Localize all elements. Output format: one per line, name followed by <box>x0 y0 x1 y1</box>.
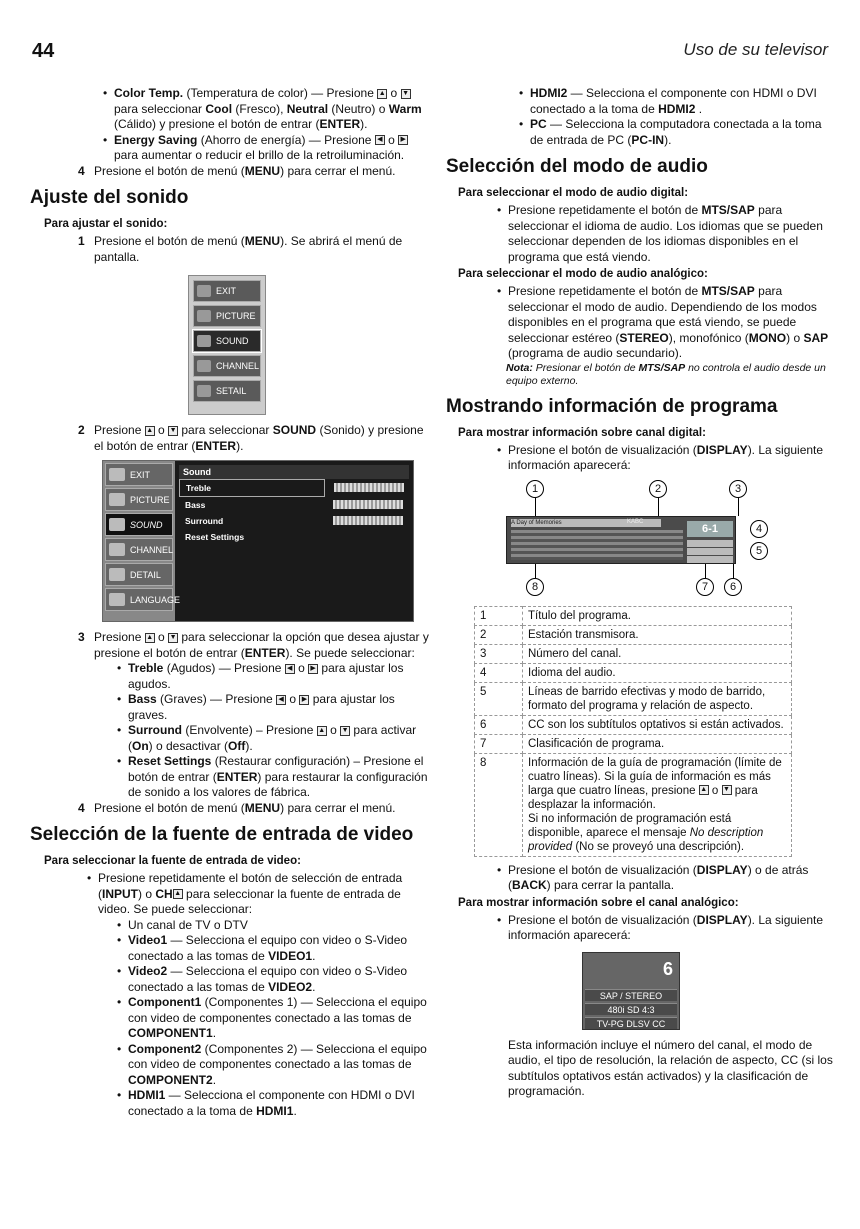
down-arrow-icon: ▼ <box>169 633 177 641</box>
list-item: • Presione repetidamente el botón de selección de entrada (INPUT) o CH ▲ para seleccionar la fuente de entrada de video. Se puede seleccionar: <box>84 871 430 918</box>
exit-icon <box>197 285 211 297</box>
list-item: • Video2 — Selecciona el equipo con video o S-Video conectado a las tomas de VIDEO2. <box>114 964 430 995</box>
heading-sound: Ajuste del sonido <box>30 187 189 208</box>
callout-7: 7 <box>696 578 714 596</box>
step-2: 2 Presione ▲ o ▼ para seleccionar SOUND (Sonido) y presione el botón de entrar (ENTER). <box>78 423 424 453</box>
menu-item-channel: CHANNEL <box>193 355 261 377</box>
callout-line <box>733 564 734 578</box>
resolution-field <box>687 548 733 555</box>
digital-info-list <box>494 443 836 474</box>
channel-number: 6 <box>662 958 673 979</box>
sound-row-bass: Bass <box>179 497 409 513</box>
step-4: 4 Presione el botón de menú (MENU) para cerrar el menú. <box>78 163 396 178</box>
down-arrow-icon: ▼ <box>169 426 177 434</box>
treble-slider <box>334 483 404 492</box>
up-arrow-icon: ▲ <box>146 426 154 434</box>
menu-sidebar <box>103 461 181 621</box>
table-row: 1 Título del programa. <box>475 606 792 625</box>
list-item: • Color Temp. (Temperatura de color) — Presione ▲ o ▼ para seleccionar Cool (Fresco), Neutral (Neutro) o Warm (Cálido) y presione el botón de entrar (ENTER). <box>100 86 430 133</box>
table-row: 3 Número del canal. <box>475 644 792 663</box>
list-item: • Presione el botón de visualización (DISPLAY). La siguiente información aparecerá: <box>494 913 836 944</box>
menu-item-exit: EXIT <box>193 280 261 302</box>
right-column <box>446 86 836 1100</box>
settings-icon <box>197 385 211 397</box>
list-item: • HDMI1 — Selecciona el componente con HDMI o DVI conectado a la toma de HDMI1. <box>114 1088 430 1119</box>
callout-8: 8 <box>526 578 544 596</box>
down-arrow-icon: ▼ <box>723 786 730 794</box>
left-arrow-icon: ◀ <box>285 664 295 674</box>
audio-language-field <box>687 540 733 547</box>
sound-row-surround: Surround <box>179 513 409 529</box>
analog-info-banner <box>582 952 680 1030</box>
detail-icon <box>109 568 125 581</box>
list-item: • Un canal de TV o DTV <box>114 918 430 934</box>
up-arrow-icon: ▲ <box>378 89 386 97</box>
digital-info-banner <box>506 516 736 564</box>
subheading-sound: Para ajustar el sonido: <box>44 218 168 230</box>
video-intro-list <box>84 871 430 918</box>
heading-program-info: Mostrando información de programa <box>446 395 778 417</box>
menu-item-exit: EXIT <box>105 463 173 486</box>
up-arrow-icon: ▲ <box>174 890 182 898</box>
callout-line <box>705 564 706 578</box>
heading-audio-mode: Selección del modo de audio <box>446 156 708 177</box>
menu-item-sound: SOUND <box>193 330 261 352</box>
callout-2: 2 <box>649 480 667 498</box>
left-column <box>30 86 430 1119</box>
menu-item-sound: SOUND <box>105 513 173 536</box>
step-3: 3 Presione ▲ o ▼ para seleccionar la opción que desea ajustar y presione el botón de entrar (ENTER). Se puede seleccionar: <box>78 630 429 660</box>
subheading-analog-info: Para mostrar información sobre el canal analógico: <box>458 896 739 909</box>
audio-mode-bar: SAP / STEREO <box>585 989 677 1001</box>
video-options-list <box>114 918 430 1120</box>
picture-icon <box>109 493 125 506</box>
right-arrow-icon: ▶ <box>299 695 309 705</box>
list-item: • Presione el botón de visualización (DISPLAY) o de atrás (BACK) para cerrar la pantalla. <box>494 863 836 894</box>
bass-slider <box>333 500 403 509</box>
picture-icon <box>197 310 211 322</box>
right-arrow-icon: ▶ <box>398 135 408 145</box>
callout-1: 1 <box>526 480 544 498</box>
callout-3: 3 <box>729 480 747 498</box>
list-item: • Presione repetidamente el botón de MTS/SAP para seleccionar el idioma de audio. Los idiomas que se pueden seleccionar dependen de los idiomas disponibles en el programa que está viendo. <box>494 203 836 265</box>
callout-line <box>658 498 659 516</box>
callout-line <box>535 564 536 578</box>
subheading-digital-info: Para mostrar información sobre canal digital: <box>458 426 706 439</box>
list-item: • Energy Saving (Ahorro de energía) — Presione ◀ o ▶ para aumentar o reducir el brillo de la retroiluminación. <box>100 133 430 164</box>
up-arrow-icon: ▲ <box>700 786 708 794</box>
list-item: • Treble (Agudos) — Presione ◀ o ▶ para ajustar los agudos. <box>114 661 430 692</box>
channel-number: 6-1 <box>687 521 733 537</box>
callout-line <box>535 498 536 516</box>
subheading-digital-audio: Para seleccionar el modo de audio digital: <box>458 187 689 199</box>
down-arrow-icon: ▼ <box>402 89 410 97</box>
menu-item-language: LANGUAGE <box>105 588 173 611</box>
table-row: 8 Información de la guía de programación (límite de cuatro líneas). Si la guía de información es más larga que cuatro líneas, presione ▲ o ▼ para desplazar la información. Si no información de programación está disponible, aparece el mensaje No description provided (No se proveyó una descripción). <box>475 753 792 856</box>
station-name: KABC <box>627 518 644 525</box>
table-row: 6 CC son los subtítulos optativos si están activados. <box>475 715 792 734</box>
table-row: 7 Clasificación de programa. <box>475 734 792 753</box>
list-item: • Component2 (Componentes 2) — Selecciona el equipo con video de componentes conectado a las tomas de COMPONENT2. <box>114 1042 430 1089</box>
list-item: • Component1 (Componentes 1) — Selecciona el equipo con video de componentes conectado a las tomas de COMPONENT1. <box>114 995 430 1042</box>
exit-icon <box>109 468 125 481</box>
analog-info-list <box>494 913 836 944</box>
down-arrow-icon: ▼ <box>341 726 349 734</box>
right-arrow-icon: ▶ <box>308 664 318 674</box>
list-item: • Reset Settings (Restaurar configuración) – Presione el botón de entrar (ENTER) para restaurar la configuración de sonido a los valores de fábrica. <box>114 754 430 801</box>
menu-item-detail: DETAIL <box>105 563 173 586</box>
program-title: A Day of Memories <box>511 519 661 527</box>
menu-item-picture: PICTURE <box>105 488 173 511</box>
table-row: 4 Idioma del audio. <box>475 663 792 682</box>
picture-options-list <box>100 86 430 164</box>
list-item: • Presione el botón de visualización (DISPLAY). La siguiente información aparecerá: <box>494 443 836 474</box>
resolution-bar: 480i SD 4:3 <box>585 1003 677 1015</box>
callout-line <box>738 498 739 516</box>
speaker-icon <box>109 518 125 531</box>
running-title: Uso de su televisor <box>683 40 828 59</box>
up-arrow-icon: ▲ <box>318 726 326 734</box>
list-item: • HDMI2 — Selecciona el componente con HDMI o DVI conectado a la toma de HDMI2 . <box>516 86 836 117</box>
sound-menu-screenshot <box>102 460 414 622</box>
speaker-icon <box>197 335 211 347</box>
menu-item-picture: PICTURE <box>193 305 261 327</box>
step-4: 4 Presione el botón de menú (MENU) para cerrar el menú. <box>78 800 396 815</box>
program-description <box>511 530 683 560</box>
channel-icon <box>109 543 125 556</box>
subheading-video-input: Para seleccionar la fuente de entrada de video: <box>44 855 301 867</box>
channel-icon <box>197 360 211 372</box>
callout-6: 6 <box>724 578 742 596</box>
sound-options-list <box>114 661 430 801</box>
closing-paragraph: Esta información incluye el número del canal, el modo de audio, el tipo de resolución, la relación de aspecto, CC (si los subtítulos optativos están activados) y la clasificación de programación. <box>508 1037 833 1098</box>
list-item: • Presione repetidamente el botón de MTS/SAP para seleccionar el modo de audio. Dependiendo de los modos disponibles en el programa que está viendo, se puede seleccionar estéreo (STEREO), monofónico (MONO) o SAP (programa de audio secundario). <box>494 284 836 362</box>
language-icon <box>109 593 125 606</box>
left-arrow-icon: ◀ <box>375 135 385 145</box>
page-number: 44 <box>32 40 55 62</box>
up-arrow-icon: ▲ <box>146 633 154 641</box>
sound-row-treble: Treble <box>179 479 325 497</box>
main-menu-screenshot <box>188 275 266 415</box>
list-item: • PC — Selecciona la computadora conectada a la toma de entrada de PC (PC-IN). <box>516 117 836 148</box>
digital-audio-list <box>494 203 836 265</box>
table-row: 5 Líneas de barrido efectivas y modo de barrido, formato del programa y relación de aspecto. <box>475 682 792 715</box>
close-info-list <box>494 863 836 894</box>
surround-slider <box>333 516 403 525</box>
video-options-cont <box>516 86 836 148</box>
sound-row-reset: Reset Settings <box>185 532 245 542</box>
panel-title: Sound <box>179 465 409 479</box>
list-item: • Surround (Envolvente) – Presione ▲ o ▼ para activar (On) o desactivar (Off). <box>114 723 430 754</box>
list-item: • Video1 — Selecciona el equipo con video o S-Video conectado a las tomas de VIDEO1. <box>114 933 430 964</box>
digital-info-banner-figure <box>494 480 774 600</box>
step-1: 1 Presione el botón de menú (MENU). Se abrirá el menú de pantalla. <box>78 234 403 264</box>
left-arrow-icon: ◀ <box>276 695 286 705</box>
rating-bar: TV-PG DLSV CC <box>585 1017 677 1029</box>
table-row: 2 Estación transmisora. <box>475 625 792 644</box>
callout-legend-table <box>474 606 792 857</box>
subheading-analog-audio: Para seleccionar el modo de audio analógico: <box>458 268 708 280</box>
rating-field <box>687 556 733 563</box>
menu-item-setail: SETAIL <box>193 380 261 402</box>
menu-item-channel: CHANNEL <box>105 538 173 561</box>
list-item: • Bass (Graves) — Presione ◀ o ▶ para ajustar los graves. <box>114 692 430 723</box>
callout-4: 4 <box>750 520 768 538</box>
callout-5: 5 <box>750 542 768 560</box>
heading-video-input: Selección de la fuente de entrada de video <box>30 824 414 845</box>
sound-panel <box>179 465 409 617</box>
analog-audio-list <box>494 284 836 362</box>
audio-note: Nota: Presionar el botón de MTS/SAP no controla el audio desde un equipo externo. <box>506 361 826 387</box>
